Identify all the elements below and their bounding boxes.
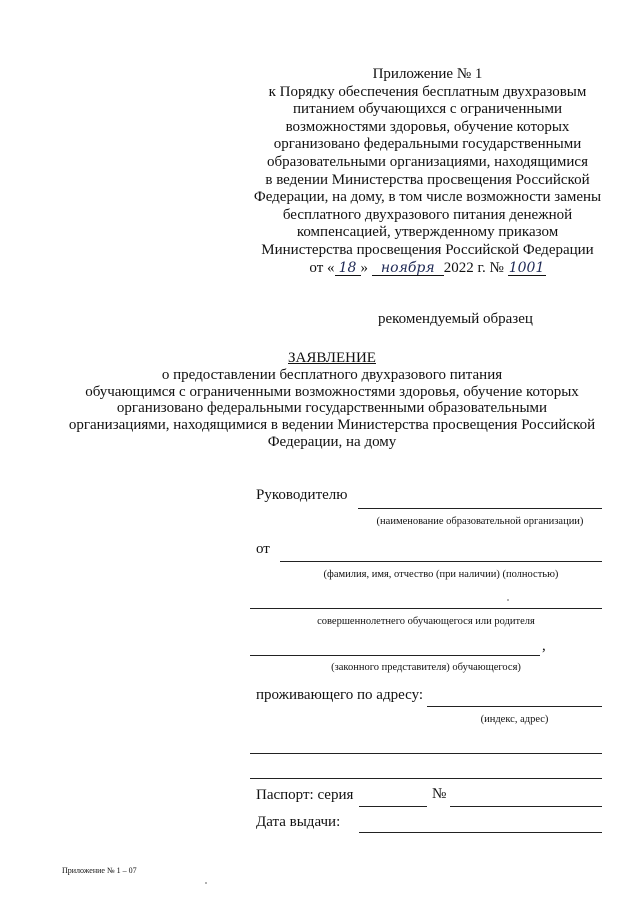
- passport-label: Паспорт: серия: [256, 787, 354, 803]
- order-date-line: [250, 260, 605, 278]
- legal-rep-hint: (законного представителя) обучающегося): [331, 662, 521, 673]
- appendix-line: к Порядку обеспечения бесплатным двухразовым: [268, 83, 587, 100]
- appendix-line: бесплатного двухразового питания денежной: [282, 206, 573, 223]
- appendix-line: питанием обучающихся с ограниченными: [293, 101, 562, 118]
- passport-series-field[interactable]: [359, 806, 427, 807]
- appendix-header: [250, 66, 605, 277]
- address-field-3[interactable]: [250, 778, 602, 779]
- title-line: Федерации, на дому: [267, 433, 397, 450]
- order-month: ноября: [372, 261, 444, 276]
- order-number: 1001: [508, 259, 545, 276]
- address-field[interactable]: [427, 706, 602, 707]
- head-label: Руководителю: [256, 487, 348, 503]
- title-line: обучающимся с ограниченными возможностями здоровья, обучение которых: [85, 383, 579, 400]
- name-field-3[interactable]: [250, 655, 540, 656]
- order-year: 2022 г. №: [443, 259, 504, 276]
- date-prefix: от «: [309, 259, 335, 276]
- appendix-line: возможностями здоровья, обучение которых: [285, 118, 570, 135]
- head-field[interactable]: [358, 508, 602, 509]
- title-line: организовано федеральными государственными образовательными: [116, 400, 548, 417]
- adult-hint: совершеннолетнего обучающегося или родителя: [317, 616, 535, 627]
- appendix-line: компенсацией, утвержденному приказом: [296, 224, 559, 241]
- from-label: от: [256, 541, 270, 557]
- footer-code: Приложение № 1 – 07: [62, 866, 137, 875]
- from-hint: (фамилия, имя, отчество (при наличии) (полностью): [323, 569, 559, 580]
- title-line: о предоставлении бесплатного двухразового питания: [161, 366, 503, 383]
- appendix-line: Федерации, на дому, в том числе возможности замены: [253, 189, 602, 206]
- scan-speck: [507, 599, 509, 601]
- passport-number-sign: №: [432, 786, 447, 802]
- appendix-line: в ведении Министерства просвещения Российской: [265, 171, 590, 188]
- address-hint: (индекс, адрес): [480, 714, 549, 725]
- application-title-block: [62, 350, 602, 451]
- issue-date-label: Дата выдачи:: [256, 814, 341, 830]
- appendix-line: образовательными организациями, находящимися: [267, 153, 588, 170]
- address-label: проживающего по адресу:: [256, 687, 424, 703]
- head-hint: (наименование образовательной организации): [376, 516, 584, 527]
- sample-label: рекомендуемый образец: [378, 311, 533, 327]
- issue-date-field[interactable]: [359, 832, 602, 833]
- from-field[interactable]: [280, 561, 602, 562]
- title-line: организациями, находящимися в ведении Министерства просвещения Российской: [68, 417, 596, 434]
- comma: ,: [542, 638, 546, 654]
- name-field-2[interactable]: [250, 608, 602, 609]
- order-day: 18: [335, 261, 361, 276]
- appendix-line: Министерства просвещения Российской Федерации: [261, 241, 594, 258]
- application-heading: ЗАЯВЛЕНИЕ: [288, 350, 376, 366]
- passport-number-field[interactable]: [450, 806, 602, 807]
- address-field-2[interactable]: [250, 753, 602, 754]
- appendix-title: Приложение № 1: [372, 66, 483, 82]
- scan-speck: [205, 882, 207, 884]
- date-mid: »: [360, 259, 369, 276]
- appendix-line: организовано федеральными государственными: [273, 136, 582, 153]
